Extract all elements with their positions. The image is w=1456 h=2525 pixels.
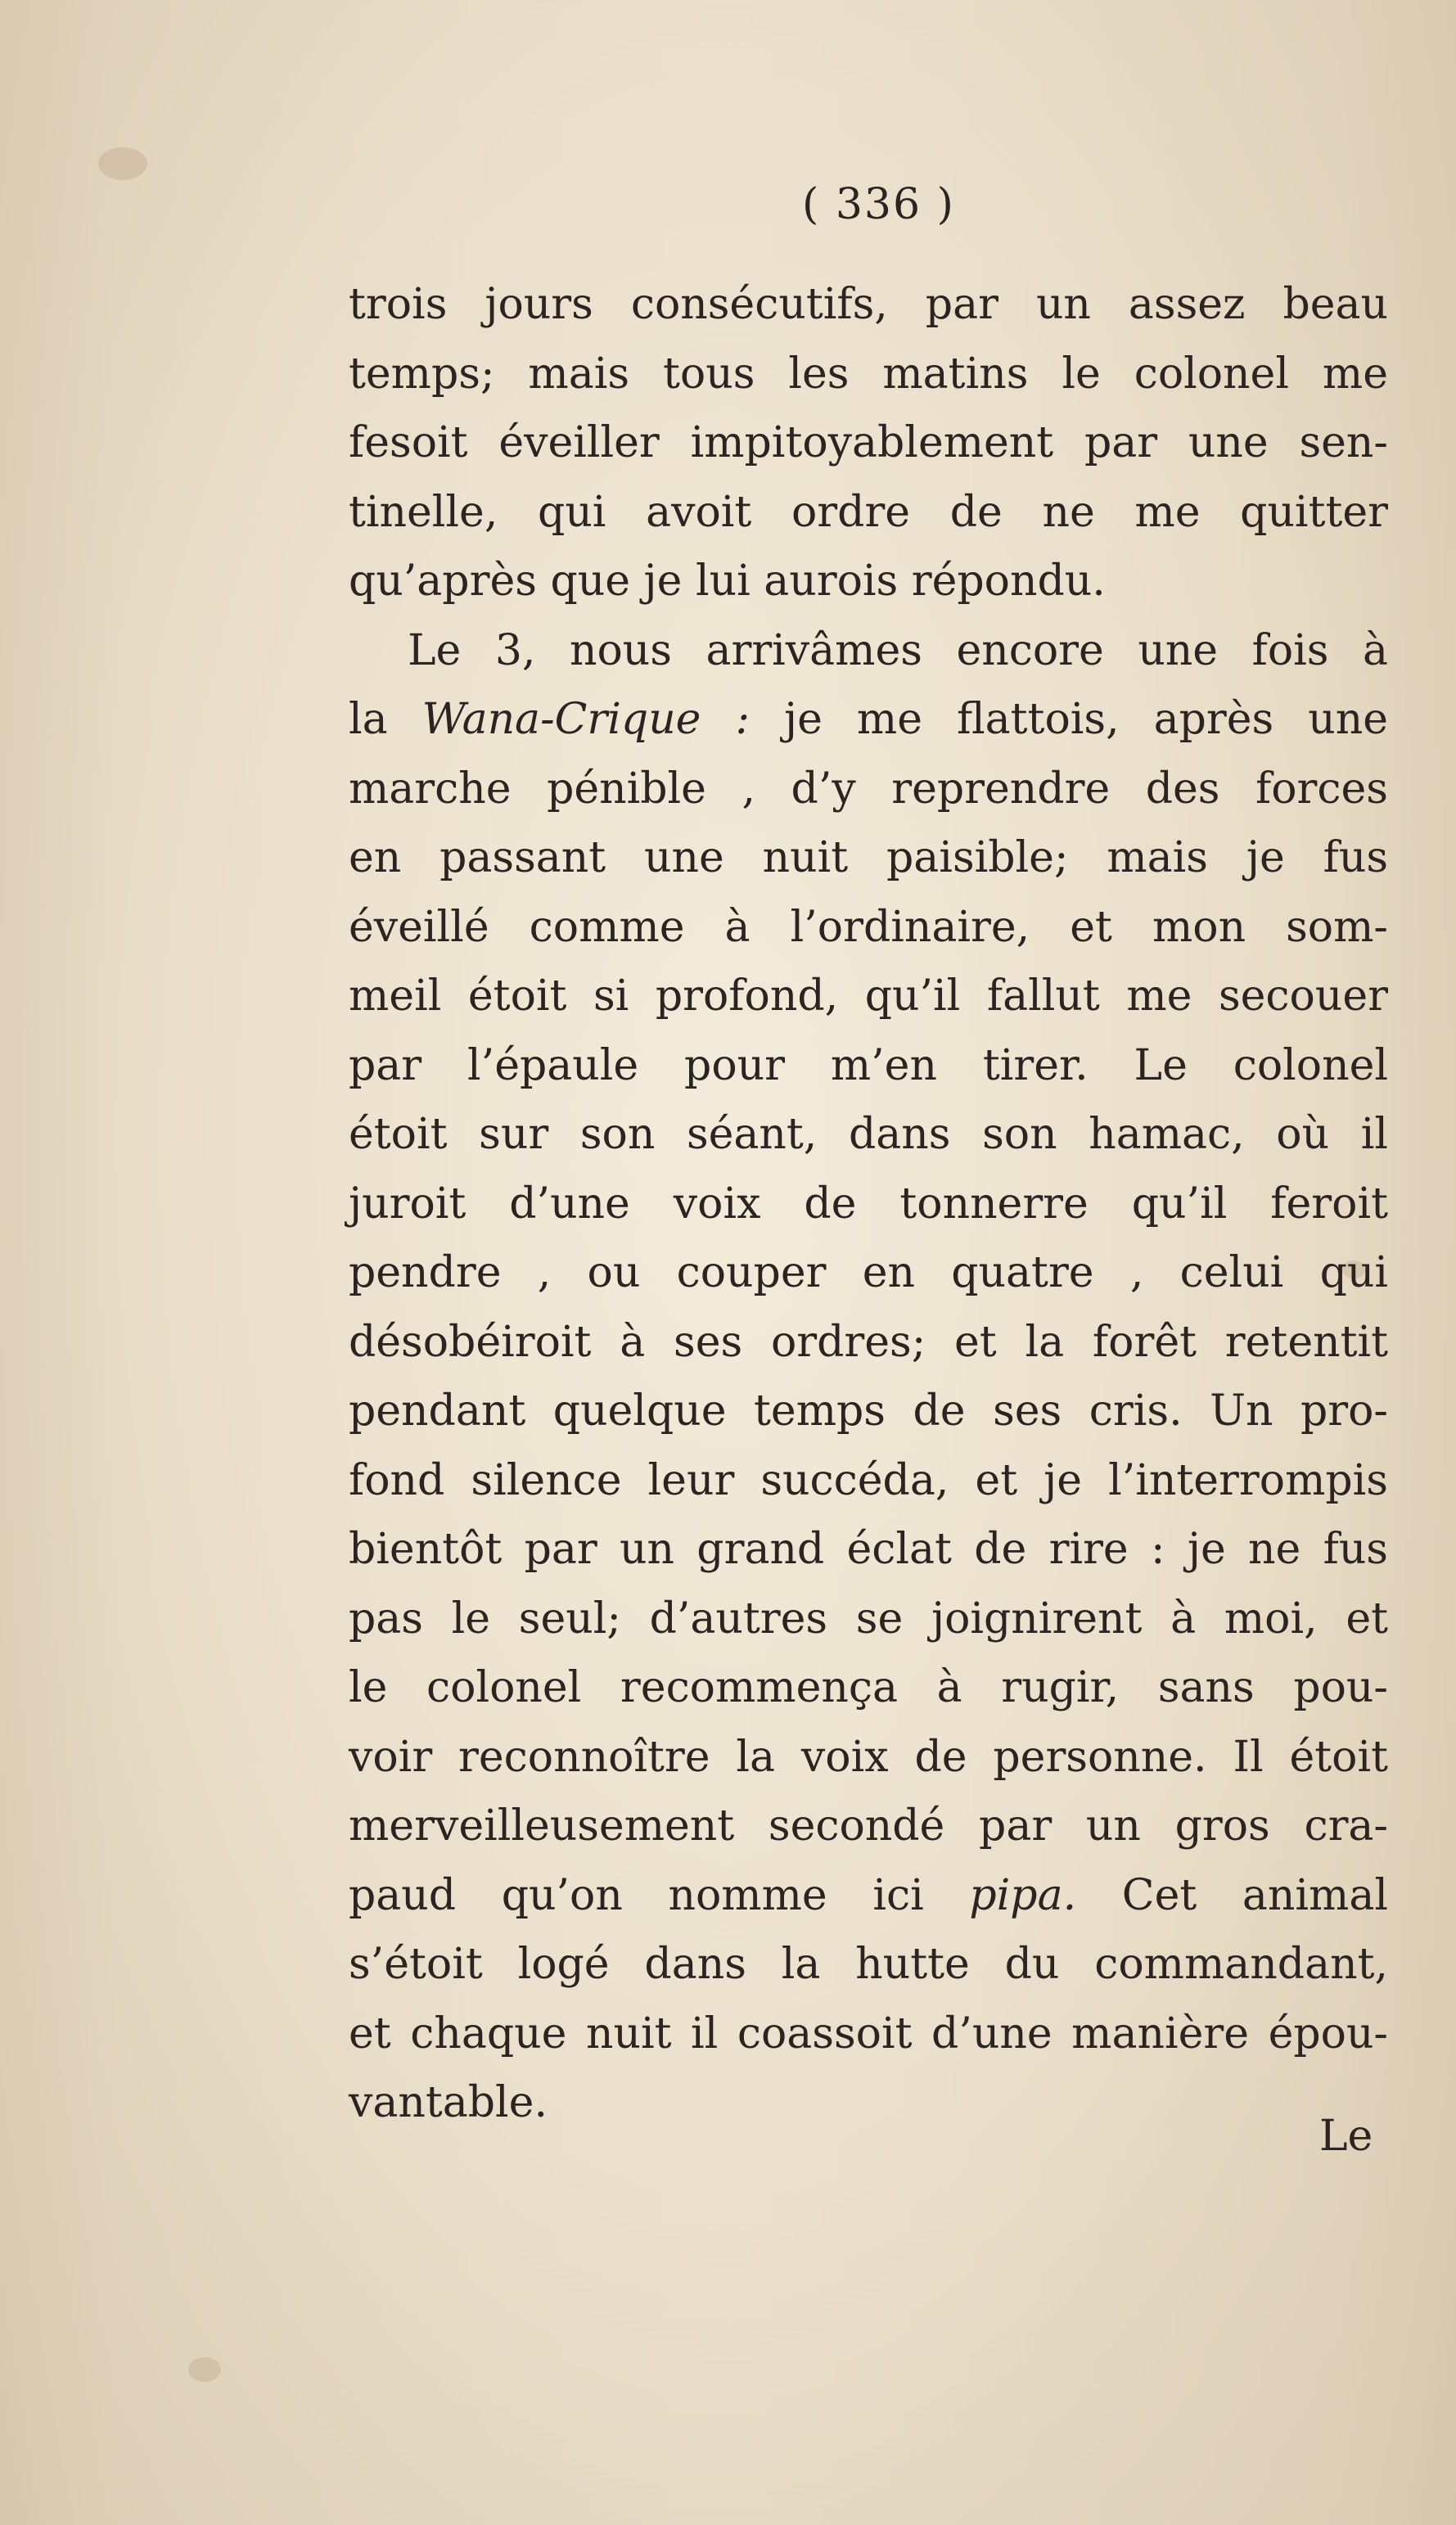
text-line: vantable. [349, 2078, 548, 2127]
text-line [349, 1861, 1388, 1931]
text-span: Cet animal [1076, 1870, 1388, 1920]
text-line: pendant quelque temps de ses cris. Un pro- [349, 1386, 1388, 1436]
text-line: bientôt par un grand éclat de rire : je ne fus [349, 1525, 1388, 1574]
body-text [349, 270, 1388, 2138]
paper-stain [188, 2357, 221, 2382]
text-line: pendre , ou couper en quatre , celui qui [349, 1248, 1388, 1297]
text-line: temps; mais tous les matins le colonel me [349, 349, 1388, 399]
text-span: la [349, 695, 422, 744]
text-line: qu’après que je lui aurois répondu. [349, 557, 1106, 606]
text-line: fond silence leur succéda, et je l’interrompis [349, 1455, 1388, 1505]
text-line: pas le seul; d’autres se joignirent à moi, et [349, 1594, 1388, 1644]
text-line: trois jours consécutifs, par un assez beau [349, 280, 1388, 329]
text-line: s’étoit logé dans la hutte du commandant, [349, 1940, 1388, 1989]
text-line: le colonel recommença à rugir, sans pou- [349, 1663, 1388, 1712]
catchword: Le [1319, 2112, 1373, 2161]
text-line: tinelle, qui avoit ordre de ne me quitter [349, 487, 1388, 537]
text-line: fesoit éveiller impitoyablement par une sen- [349, 418, 1388, 467]
text-line: merveilleusement secondé par un gros cra- [349, 1801, 1388, 1851]
place-name: Wana-Crique : [421, 695, 750, 744]
text-line: juroit d’une voix de tonnerre qu’il feroit [349, 1179, 1388, 1229]
text-line: étoit sur son séant, dans son hamac, où il [349, 1110, 1388, 1159]
paper-stain [98, 147, 147, 180]
text-line: Le 3, nous arrivâmes encore une fois à [408, 625, 1388, 675]
species-name: pipa. [969, 1870, 1077, 1920]
text-line: éveillé comme à l’ordinaire, et mon som- [349, 902, 1388, 952]
text-line [349, 685, 1388, 755]
text-line: meil étoit si profond, qu’il fallut me secouer [349, 972, 1388, 1021]
text-line: marche pénible , d’y reprendre des forces [349, 764, 1388, 814]
text-line: désobéiroit à ses ordres; et la forêt retentit [349, 1317, 1388, 1367]
text-span: paud qu’on nomme ici [349, 1870, 970, 1920]
text-line: voir reconnoître la voix de personne. Il étoit [349, 1732, 1388, 1782]
text-line: et chaque nuit il coassoit d’une manière épou- [349, 2009, 1388, 2058]
text-line: par l’épaule pour m’en tirer. Le colonel [349, 1040, 1388, 1090]
text-line: en passant une nuit paisible; mais je fus [349, 833, 1388, 882]
page-number: ( 336 ) [802, 180, 955, 229]
text-span: je me flattois, après une [749, 695, 1388, 744]
